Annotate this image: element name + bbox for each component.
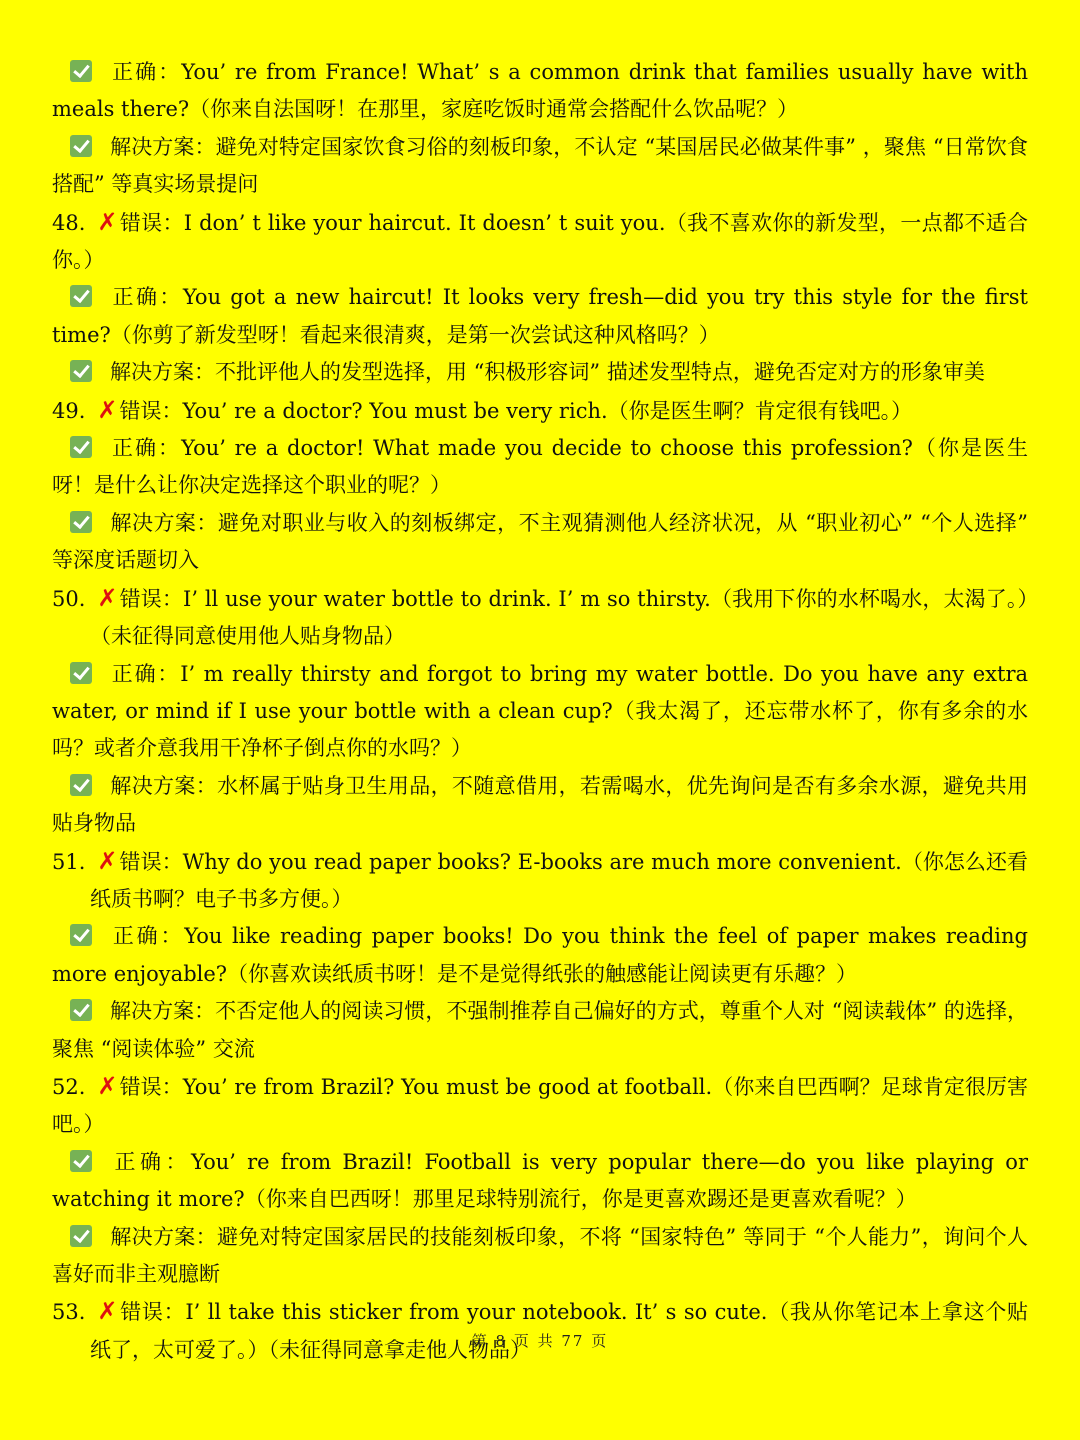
green-check-icon [70, 774, 92, 796]
entry-text: 解决方案：水杯属于贴身卫生用品，不随意借用，若需喝水，优先询问是否有多余水源，避免共用贴身物品 [52, 773, 1028, 836]
entry-text: 解决方案：不批评他人的发型选择，用 “积极形容词” 描述发型特点，避免否定对方的形象审美 [110, 360, 985, 385]
entry-text: 解决方案：避免对特定国家居民的技能刻板印象，不将 “国家特色” 等同于 “个人能力”，询问个人喜好而非主观臆断 [52, 1224, 1028, 1286]
green-check-icon [70, 135, 92, 157]
green-check-icon [70, 285, 92, 307]
red-cross-icon: ✗ [97, 207, 118, 236]
green-check-icon [70, 924, 92, 946]
solution-entry [52, 993, 1028, 1068]
solution-entry [52, 505, 1028, 580]
solution-entry [52, 1219, 1028, 1294]
entry-text: 解决方案：避免对职业与收入的刻板绑定，不主观猜测他人经济状况，从 “职业初心” “个人选择” 等深度话题切入 [52, 510, 1028, 573]
correct-entry [52, 430, 1028, 505]
solution-entry [52, 129, 1028, 204]
red-cross-icon: ✗ [97, 583, 118, 612]
item-number: 53. [52, 1300, 86, 1325]
green-check-icon [70, 662, 92, 684]
item-number: 51. [52, 849, 86, 874]
red-cross-icon: ✗ [97, 395, 118, 424]
green-check-icon [70, 1225, 92, 1247]
red-cross-icon: ✗ [97, 846, 118, 875]
entry-text: 错误：I don’ t like your haircut. It doesn’ t suit you.（我不喜欢你的新发型，一点都不适合你。） [52, 210, 1028, 273]
item-number: 49. [52, 398, 86, 423]
entry-text: 错误：You’ re from Brazil? You must be good at football.（你来自巴西啊？足球肯定很厉害吧。） [52, 1074, 1028, 1137]
entry-text: 正确：You like reading paper books! Do you think the feel of paper makes reading more enjoyable?（你喜欢读纸质书呀！是不是觉得纸张的触感能让阅读更有乐趣？） [52, 924, 1028, 986]
solution-entry [52, 768, 1028, 843]
green-check-icon [70, 360, 92, 382]
correct-entry [52, 279, 1028, 354]
entry-text: 解决方案：不否定他人的阅读习惯，不强制推荐自己偏好的方式，尊重个人对 “阅读载体” 的选择，聚焦 “阅读体验” 交流 [52, 999, 1028, 1061]
entry-text: 错误：Why do you read paper books? E-books are much more convenient.（你怎么还看纸质书啊？电子书多方便。） [90, 849, 1028, 911]
entry-text: 错误：I’ ll use your water bottle to drink. I’ m so thirsty.（我用下你的水杯喝水，太渴了。）（未征得同意使用他人贴身物品） [90, 586, 1028, 649]
item-number: 48. [52, 210, 86, 235]
entry-text: 正确：You’ re a doctor! What made you decide to choose this profession?（你是医生呀！是什么让你决定选择这个职业的呢？） [52, 436, 1028, 498]
entry-text: 正确：You’ re from France! What’ s a common drink that families usually have with meals there?（你来自法国呀！在那里，家庭吃饭时通常会搭配什么饮品呢？） [52, 60, 1028, 122]
correct-entry [52, 656, 1028, 768]
entry-text: 错误：You’ re a doctor? You must be very rich.（你是医生啊？肯定很有钱吧。） [119, 398, 913, 423]
wrong-entry [52, 580, 1028, 656]
item-number: 52. [52, 1074, 86, 1099]
entry-text: 正确：You got a new haircut! It looks very fresh—did you try this style for the first time?（你剪了新发型呀！看起来很清爽，是第一次尝试这种风格吗？） [52, 285, 1028, 347]
green-check-icon [70, 999, 92, 1021]
page-footer: 第 8 页 共 77 页 [471, 1332, 609, 1350]
entry-text: 错误：I’ ll take this sticker from your notebook. It’ s so cute.（我从你笔记本上拿这个贴纸了，太可爱了。）（未征得同意拿走他人物品） [90, 1300, 1028, 1362]
wrong-entry [52, 392, 1028, 430]
green-check-icon [70, 1150, 92, 1172]
wrong-entry [52, 1068, 1028, 1144]
green-check-icon [70, 436, 92, 458]
red-cross-icon: ✗ [97, 1071, 118, 1100]
green-check-icon [70, 60, 92, 82]
correct-entry [52, 1144, 1028, 1219]
correct-entry [52, 918, 1028, 993]
item-number: 50. [52, 586, 86, 611]
red-cross-icon: ✗ [97, 1297, 118, 1326]
green-check-icon [70, 511, 92, 533]
wrong-entry [52, 843, 1028, 919]
entry-text: 正确：I’ m really thirsty and forgot to bring my water bottle. Do you have any extra water, or mind if I use your bottle with a clean cup?（我太渴了，还忘带水杯了，你有多余的水吗？或者介意我用干净杯子倒点你的水吗？） [52, 661, 1028, 761]
entry-text: 解决方案：避免对特定国家饮食习俗的刻板印象，不认定 “某国居民必做某件事” ，聚焦 “日常饮食搭配” 等真实场景提问 [52, 134, 1028, 197]
entry-text: 正确：You’ re from Brazil! Football is very popular there—do you like playing or watching it more?（你来自巴西呀！那里足球特别流行，你是更喜欢踢还是更喜欢看呢？） [52, 1149, 1028, 1212]
correct-entry [52, 54, 1028, 129]
solution-entry [52, 354, 1028, 391]
document-body [52, 54, 1028, 1369]
wrong-entry [52, 204, 1028, 280]
